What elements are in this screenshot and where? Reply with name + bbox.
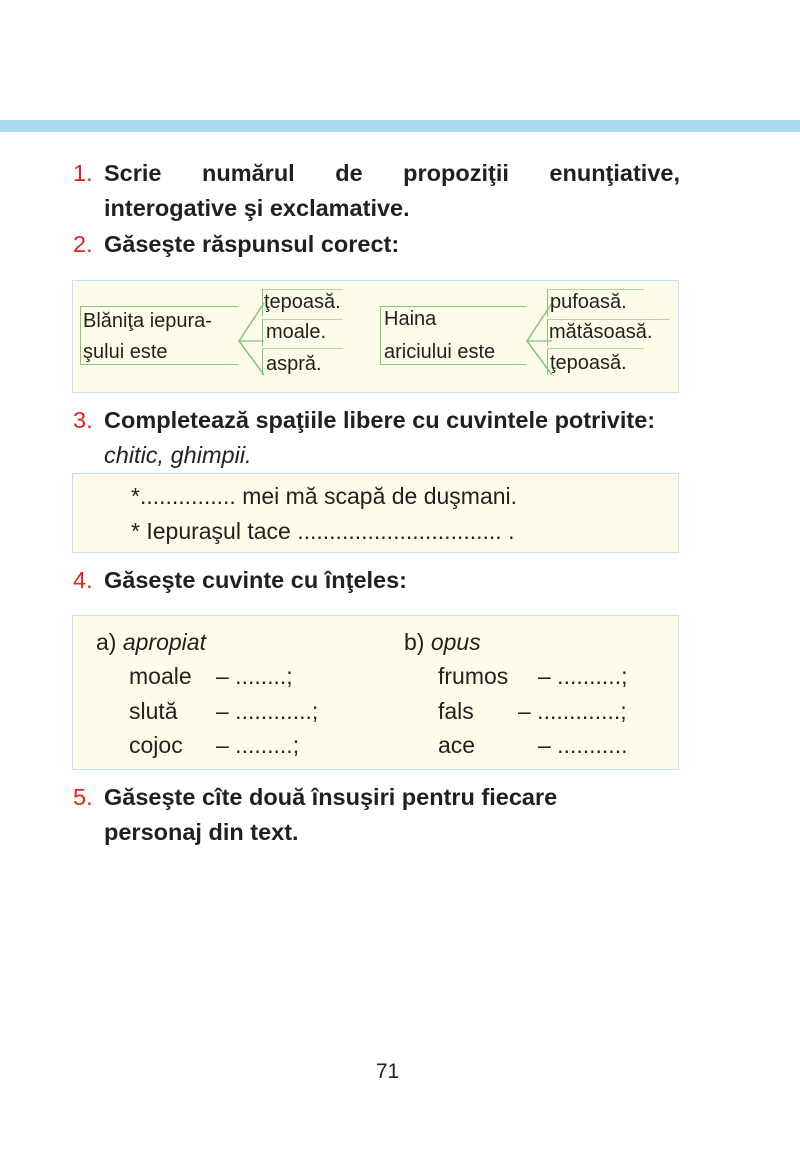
b-word: frumos — [438, 663, 509, 689]
page-number: 71 — [375, 1060, 400, 1083]
exercise-3-words: chitic, ghimpii. — [104, 442, 252, 468]
exercise-5-number: 5. — [73, 784, 93, 810]
b-blank[interactable]: – ..........; — [538, 663, 628, 689]
a-blank[interactable]: – .........; — [216, 732, 300, 758]
a-blank[interactable]: – ............; — [216, 698, 319, 724]
b-blank[interactable]: – .............; — [518, 698, 627, 724]
exercise-4-text: Găseşte cuvinte cu înţeles: — [104, 567, 408, 593]
a-word: cojoc — [129, 732, 183, 758]
exercise-1 — [73, 156, 680, 226]
a-blank[interactable]: – ........; — [216, 663, 293, 689]
choice-box — [72, 280, 679, 393]
exercise-4-number: 4. — [73, 567, 93, 593]
left-stem-line2: şului este — [83, 341, 168, 363]
fill-line-1: *............... mei mă scapă de duşmani. — [131, 483, 518, 509]
exercise-1-number: 1. — [73, 160, 93, 186]
exercise-1-text: Scrie numărul de propoziţii enunţiative, interogative şi exclamative. — [104, 160, 680, 221]
a-word: moale — [129, 663, 192, 689]
b-blank[interactable]: – ........... — [538, 732, 628, 758]
column-a-heading: a) apropiat — [96, 629, 206, 655]
b-word: ace — [438, 732, 476, 758]
fill-line-2: * Iepuraşul tace ................................ . — [131, 518, 515, 544]
right-option[interactable]: mătăsoasă. — [549, 321, 653, 343]
exercise-2 — [73, 227, 680, 262]
b-word: fals — [438, 698, 474, 724]
right-option[interactable]: ţepoasă. — [550, 352, 627, 374]
exercise-3-text: Completează spaţiile libere cu cuvintele potrivite: — [104, 407, 656, 433]
fill-box — [72, 473, 679, 553]
column-b-heading: b) opus — [404, 629, 481, 655]
exercise-4 — [73, 563, 680, 598]
right-stem-line1: Haina — [384, 308, 437, 330]
exercise-5 — [73, 780, 680, 850]
words-box — [72, 615, 679, 770]
right-stem-line2: ariciului este — [384, 341, 496, 363]
top-stripe — [0, 120, 800, 132]
left-option[interactable]: ţepoasă. — [264, 291, 341, 313]
right-option[interactable]: pufoasă. — [550, 291, 627, 313]
exercise-3-number: 3. — [73, 407, 93, 433]
exercise-5-text: Găseşte cîte două însuşiri pentru fiecare personaj din text. — [104, 784, 558, 845]
left-option[interactable]: moale. — [266, 321, 327, 343]
left-option[interactable]: aspră. — [266, 353, 322, 375]
exercise-2-number: 2. — [73, 231, 93, 257]
left-stem-line1: Blăniţa iepura- — [83, 310, 212, 332]
a-word: slută — [129, 698, 178, 724]
exercise-3 — [73, 403, 680, 473]
exercise-2-text: Găseşte răspunsul corect: — [104, 231, 400, 257]
